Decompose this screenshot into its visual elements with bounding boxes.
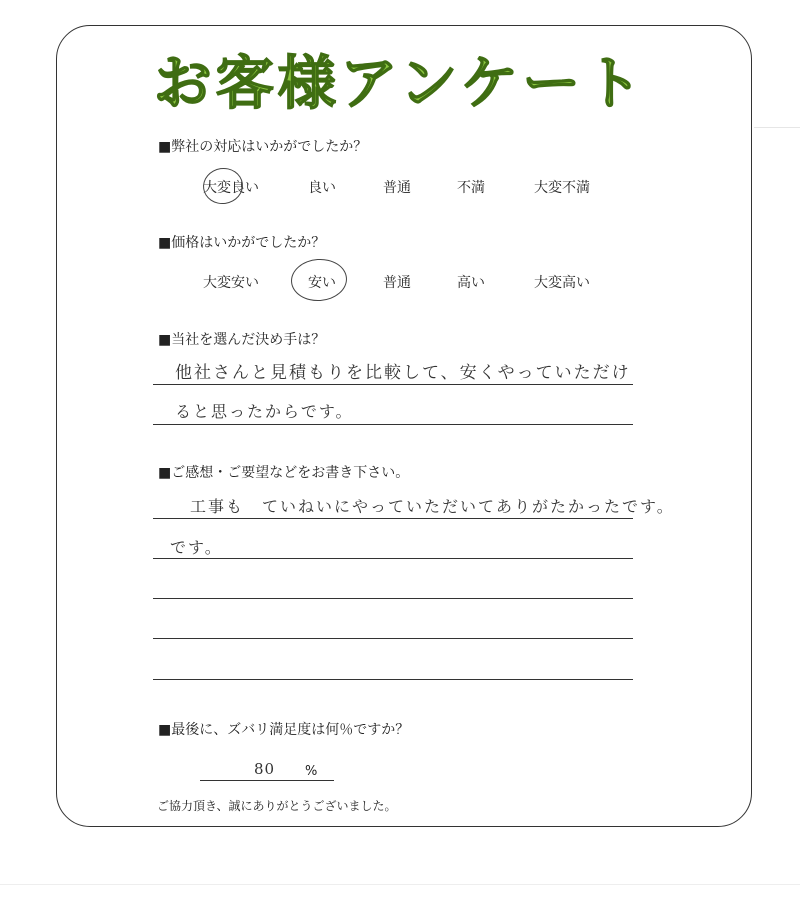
service-option-very-good[interactable]: 大変良い	[203, 180, 259, 196]
handwritten-comment-line-1: 工事も ていねいにやっていただいてありがたかったです。	[190, 497, 675, 516]
service-option-normal[interactable]: 普通	[383, 180, 411, 196]
question-deciding-factor: ■当社を選んだ決め手は？	[158, 332, 326, 348]
service-option-dissatisfied[interactable]: 不満	[457, 180, 485, 196]
comment-line	[153, 679, 633, 680]
satisfaction-value: 80	[254, 760, 276, 778]
handwritten-comment-line-2: です。	[170, 538, 223, 557]
scan-edge-mark	[754, 127, 800, 128]
price-option-cheap[interactable]: 安い	[308, 275, 336, 291]
service-options	[0, 177, 800, 197]
survey-title: お客様アンケート	[153, 49, 647, 117]
question-price: ■価格はいかがでしたか？	[158, 235, 326, 251]
service-option-very-dissatisfied[interactable]: 大変不満	[534, 180, 590, 196]
price-option-very-cheap[interactable]: 大変安い	[203, 275, 259, 291]
satisfaction-unit: %	[305, 764, 318, 779]
answer-line	[153, 384, 633, 385]
question-service: ■弊社の対応はいかがでしたか？	[158, 139, 368, 155]
thank-you-note: ご協力頂き、誠にありがとうございました。	[157, 799, 397, 813]
handwritten-answer-line-2: ると思ったからです。	[175, 402, 354, 421]
handwritten-answer-line-1: 他社さんと見積もりを比較して、安くやっていただけ	[175, 363, 631, 383]
satisfaction-line	[200, 780, 334, 781]
question-comments: ■ご感想・ご要望などをお書き下さい。	[158, 465, 410, 481]
comment-line	[153, 558, 633, 559]
comment-line	[153, 638, 633, 639]
comment-line	[153, 598, 633, 599]
service-option-good[interactable]: 良い	[308, 180, 336, 196]
price-option-normal[interactable]: 普通	[383, 275, 411, 291]
comment-line	[153, 518, 633, 519]
price-option-expensive[interactable]: 高い	[457, 275, 485, 291]
price-option-very-expensive[interactable]: 大変高い	[534, 275, 590, 291]
price-options	[0, 272, 800, 292]
question-satisfaction: ■最後に、ズバリ満足度は何％ですか？	[158, 722, 410, 738]
page-bottom-line	[0, 884, 800, 885]
answer-line	[153, 424, 633, 425]
